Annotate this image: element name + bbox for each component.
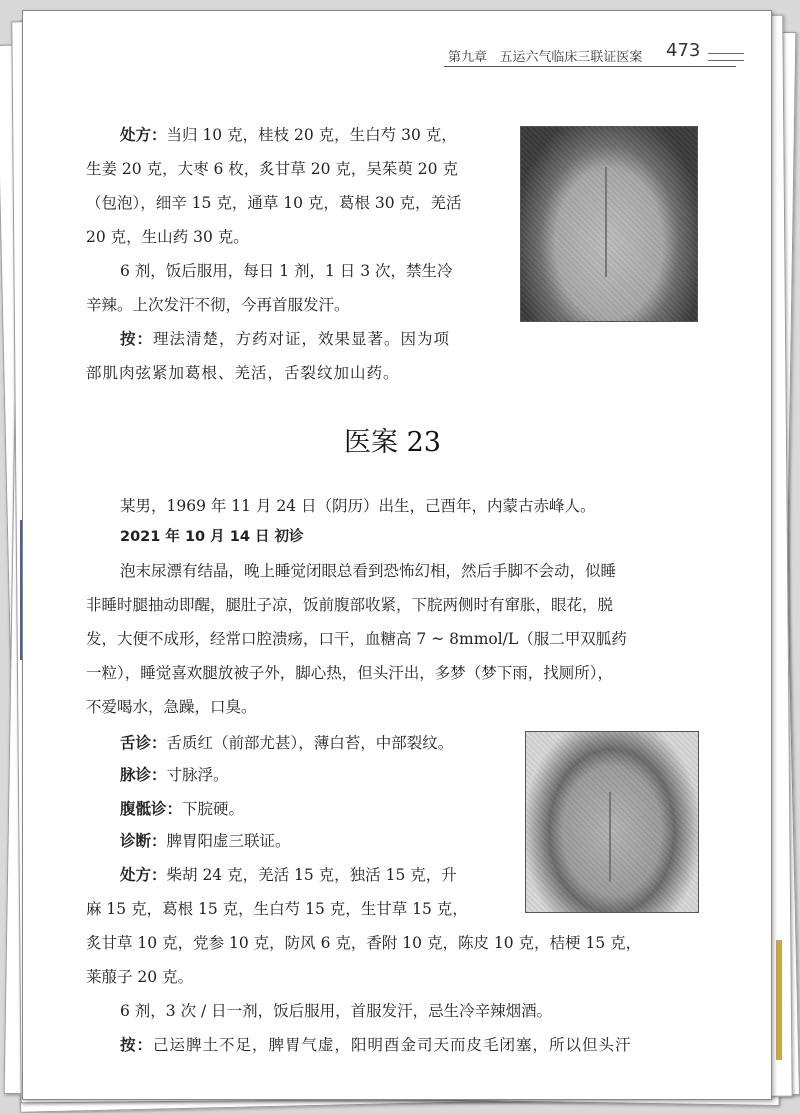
prescription-1-line-4: 20 克，生山药 30 克。 [86, 228, 249, 246]
prescription-2-line-1: 处方：柴胡 24 克，羌活 15 克，独活 15 克，升 [120, 865, 457, 884]
tongue-photo-2 [525, 731, 699, 913]
symptoms-line-1: 泡末尿漂有结晶，晚上睡觉闭眼总看到恐怖幻相，然后手脚不会动，似睡 [120, 562, 617, 580]
tongue-diagnosis-label: 舌诊： [120, 733, 167, 752]
pulse-diagnosis: 脉诊：寸脉浮。 [120, 765, 229, 784]
prescription-2-line-3: 炙甘草 10 克，党参 10 克，防风 6 克，香附 10 克，陈皮 10 克，桔梗 15 克， [86, 934, 642, 952]
header-rule [444, 66, 736, 67]
diagnosis: 诊断：脾胃阳虚三联证。 [120, 831, 291, 850]
prescription-1-line-1: 处方：当归 10 克，桂枝 20 克，生白芍 30 克， [120, 125, 457, 144]
note-2-label: 按： [120, 1036, 154, 1054]
symptoms-line-2: 非睡时腿抽动即醒，腿肚子凉，饭前腹部收紧，下脘两侧时有窜胀，眼花，脱 [86, 596, 614, 614]
diagnosis-label: 诊断： [120, 831, 167, 850]
page-number: 473 [666, 40, 701, 61]
case-title: 医案 23 [344, 427, 441, 458]
prescription-1-line-2: 生姜 20 克，大枣 6 枚，炙甘草 20 克，吴茱萸 20 克 [86, 160, 458, 178]
header-chapter-title [448, 46, 642, 65]
dosage-2: 6 剂，3 次 / 日一剂，饭后服用，首服发汗，忌生冷辛辣烟酒。 [120, 1002, 553, 1020]
tongue-photo-1 [520, 126, 698, 322]
header-ornament [708, 53, 744, 61]
dosage-1-line-2: 辛辣。上次发汗不彻，今再首服发汗。 [86, 296, 350, 314]
prescription-2-label: 处方： [120, 865, 167, 884]
header-section: 五运六气临床三联证医案 [499, 50, 643, 65]
prescription-1-label: 处方： [120, 125, 167, 144]
visit-date: 2021 年 10 月 14 日 初诊 [120, 529, 304, 545]
symptoms-line-5: 不爱喝水，急躁，口臭。 [86, 698, 257, 716]
abdomen-diagnosis: 腹骶诊：下脘硬。 [120, 799, 245, 818]
abdomen-diagnosis-label: 腹骶诊： [120, 799, 183, 818]
header-chapter: 第九章 [448, 50, 488, 65]
note-2: 按：己运脾土不足，脾胃气虚，阳明酉金司天而皮毛闭塞，所以但头汗 [120, 1036, 632, 1054]
pulse-diagnosis-label: 脉诊： [120, 765, 167, 784]
prescription-2-line-2: 麻 15 克，葛根 15 克，生白芍 15 克，生甘草 15 克， [86, 900, 468, 918]
note-1-line-2: 部肌肉弦紧加葛根、羌活，舌裂纹加山药。 [86, 364, 400, 382]
tongue-diagnosis: 舌诊：舌质红（前部尤甚），薄白苔，中部裂纹。 [120, 733, 454, 752]
patient-intro: 某男，1969 年 11 月 24 日（阴历）出生，己酉年，内蒙古赤峰人。 [120, 497, 596, 515]
prescription-2-line-4: 莱菔子 20 克。 [86, 968, 194, 986]
dosage-1-line-1: 6 剂，饭后服用，每日 1 剂，1 日 3 次，禁生冷 [120, 262, 453, 280]
cover-edge-gold [776, 940, 782, 1060]
running-header [440, 36, 740, 66]
note-1-label: 按： [120, 330, 154, 348]
symptoms-line-3: 发，大便不成形，经常口腔溃疡，口干，血糖高 7 ~ 8mmol/L（服二甲双胍药 [86, 630, 627, 648]
note-1-line-1: 按：理法清楚，方药对证，效果显著。因为项 [120, 330, 451, 348]
prescription-1-line-3: （包泡），细辛 15 克，通草 10 克，葛根 30 克，羌活 [86, 194, 462, 212]
symptoms-line-4: 一粒），睡觉喜欢腿放被子外，脚心热，但头汗出，多梦（梦下雨，找厕所）， [86, 664, 614, 682]
